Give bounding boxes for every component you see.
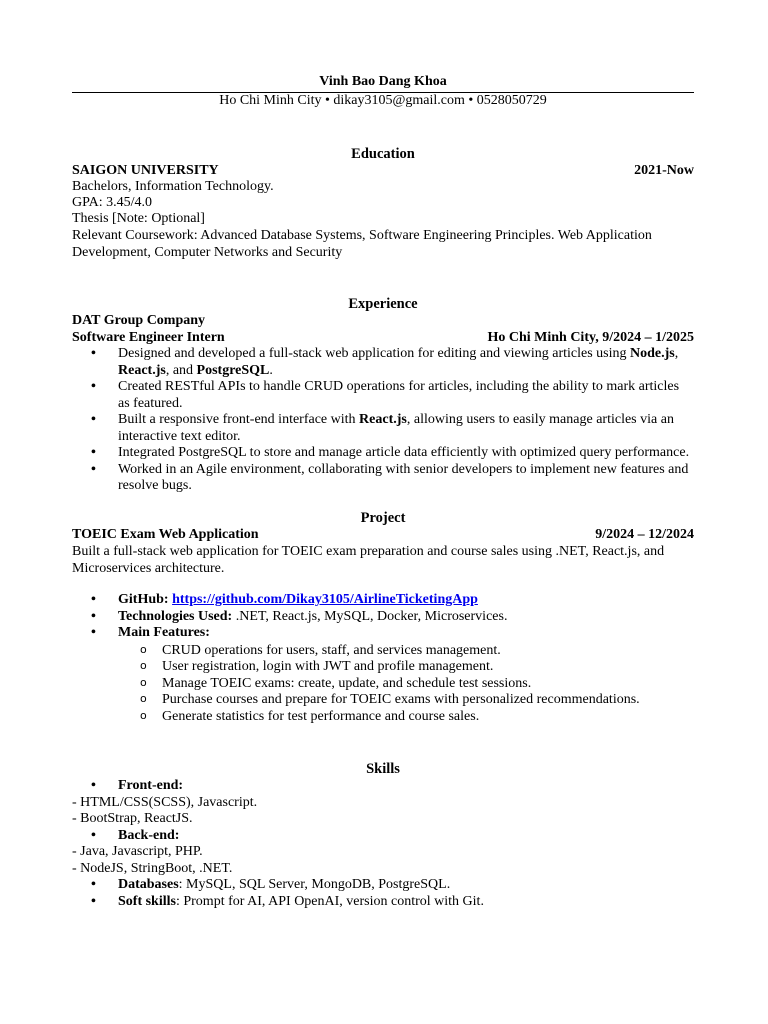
feature-item: o User registration, login with JWT and profile management. [72,659,694,676]
feature-item: o Purchase courses and prepare for TOEIC exams with personalized recommendations. [72,692,694,709]
education-coursework: Relevant Coursework: Advanced Database Systems, Software Engineering Principles. Web Application Development, Computer Networks and Security [72,228,652,260]
project-bullets [72,592,694,725]
skill-category: • Front-end: [72,778,694,795]
skill-category: • Soft skills: Prompt for AI, API OpenAI, version control with Git. [72,894,694,911]
list-item: • Designed and developed a full-stack web application for editing and viewing articles using Node.js, React.js, and PostgreSQL. [72,346,694,379]
school-name: SAIGON UNIVERSITY [72,163,219,178]
experience-bullets [72,346,694,495]
candidate-name: Vinh Bao Dang Khoa [72,74,694,93]
skill-line: - BootStrap, ReactJS. [72,811,193,826]
skill-category: • Databases: MySQL, SQL Server, MongoDB, PostgreSQL. [72,877,694,894]
project-description: Built a full-stack web application for TOEIC exam preparation and course sales using .NET, React.js, and Microservices architecture. [72,544,665,576]
project-heading: Project [360,510,406,526]
job-role: Software Engineer Intern [72,330,225,345]
contact-line: Ho Chi Minh City • dikay3105@gmail.com • 0528050729 [219,93,547,108]
list-item: • Technologies Used: .NET, React.js, MySQL, Docker, Microservices. [72,609,694,626]
list-item: • Main Features: [72,625,694,642]
education-thesis: Thesis [Note: Optional] [72,211,205,226]
skills-list [72,778,694,910]
education-school-row [72,163,694,180]
skill-line: - HTML/CSS(SCSS), Javascript. [72,794,258,810]
skill-line: - Java, Javascript, PHP. [72,844,203,859]
education-degree: Bachelors, Information Technology. [72,179,274,194]
experience-heading: Experience [348,296,418,312]
experience-role-row [72,330,694,347]
project-period: 9/2024 – 12/2024 [595,527,694,542]
feature-item: o CRUD operations for users, staff, and services management. [72,643,694,660]
school-period: 2021-Now [634,163,694,178]
skills-heading: Skills [366,761,400,777]
company-name: DAT Group Company [72,313,206,328]
list-item: • Created RESTful APIs to handle CRUD operations for articles, including the ability to mark articles as featured. [72,379,694,412]
project-name: TOEIC Exam Web Application [72,527,259,542]
project-title-row [72,527,694,544]
list-item: • Integrated PostgreSQL to store and manage article data efficiently with optimized query performance. [72,445,694,462]
list-item: • Worked in an Agile environment, collaborating with senior developers to implement new features and resolve bugs. [72,462,694,495]
list-item: • Built a responsive front-end interface with React.js, allowing users to easily manage articles via an interactive text editor. [72,412,694,445]
feature-item: o Generate statistics for test performance and course sales. [72,709,694,726]
github-link[interactable]: https://github.com/Dikay3105/AirlineTicketingApp [172,592,478,607]
list-item: • GitHub: https://github.com/Dikay3105/AirlineTicketingApp [72,592,694,609]
job-location-period: Ho Chi Minh City, 9/2024 – 1/2025 [487,330,694,345]
feature-item: o Manage TOEIC exams: create, update, and schedule test sessions. [72,676,694,693]
skill-category: • Back-end: [72,828,694,845]
education-heading: Education [351,146,415,162]
skill-line: - NodeJS, StringBoot, .NET. [72,860,233,876]
education-gpa: GPA: 3.45/4.0 [72,195,153,210]
